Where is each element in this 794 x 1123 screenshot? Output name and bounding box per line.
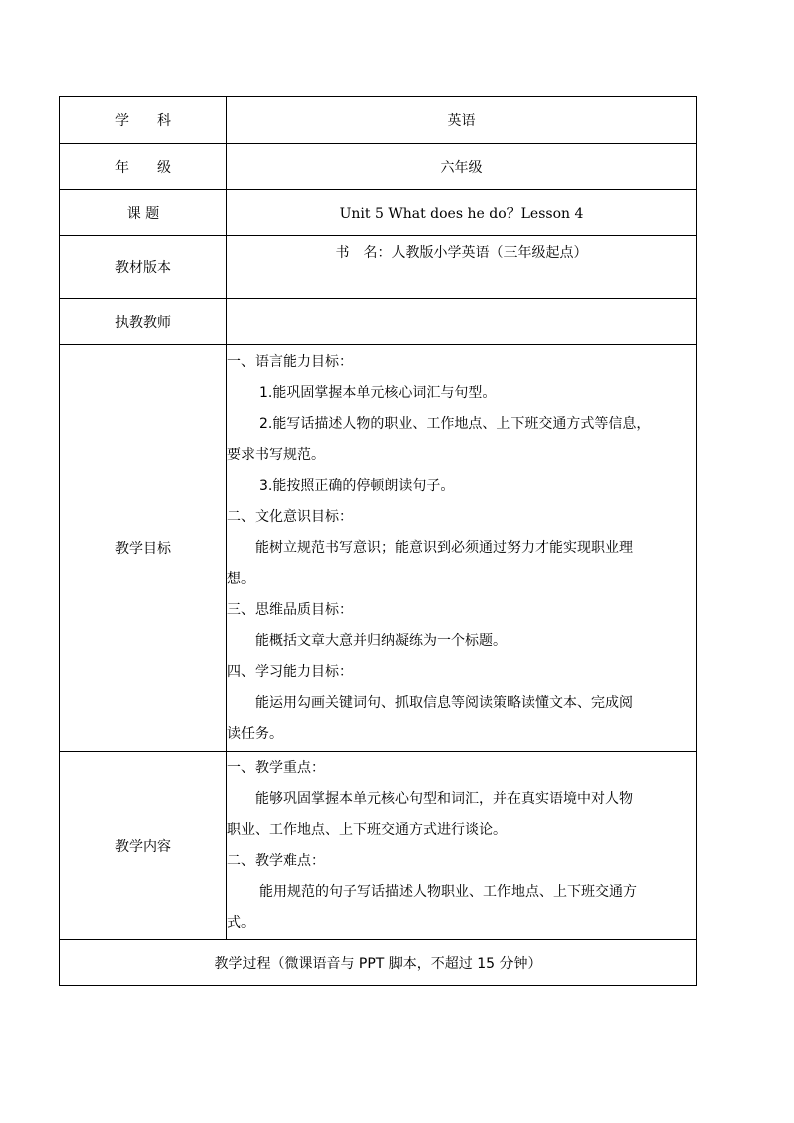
- row-content: [60, 752, 697, 940]
- row-textbook: [60, 236, 697, 299]
- subject-label: 学 科: [60, 97, 227, 144]
- grade-value: 六年级: [227, 144, 697, 190]
- content-line: 一、教学重点：: [227, 759, 325, 776]
- content-line: 职业、工作地点、上下班交通方式进行谈论。: [227, 821, 507, 838]
- textbook-label: 教材版本: [60, 236, 227, 299]
- textbook-value: 书 名：人教版小学英语（三年级起点）: [227, 236, 697, 299]
- content-line: 能用规范的句子写话描述人物职业、工作地点、上下班交通方: [259, 883, 637, 900]
- objectives-line: 1.能巩固掌握本单元核心词汇与句型。: [259, 384, 497, 401]
- row-objectives: [60, 345, 697, 752]
- lesson-plan-table: [59, 96, 697, 986]
- teacher-value: [227, 299, 697, 345]
- subject-value: 英语: [227, 97, 697, 144]
- content-line: 能够巩固掌握本单元核心句型和词汇，并在真实语境中对人物: [255, 790, 633, 807]
- objectives-line: 能运用勾画关键词句、抓取信息等阅读策略读懂文本、完成阅: [255, 694, 633, 711]
- objectives-label: 教学目标: [60, 345, 227, 752]
- row-grade: [60, 144, 697, 190]
- objectives-line: 一、语言能力目标：: [227, 353, 353, 370]
- process-heading: 教学过程（微课语音与 PPT 脚本，不超过 15 分钟）: [60, 940, 697, 986]
- objectives-line: 2.能写话描述人物的职业、工作地点、上下班交通方式等信息，: [259, 415, 651, 432]
- objectives-line: 能树立规范书写意识；能意识到必须通过努力才能实现职业理: [255, 539, 633, 556]
- objectives-line: 四、学习能力目标：: [227, 663, 353, 680]
- objectives-line: 能概括文章大意并归纳凝练为一个标题。: [255, 632, 507, 649]
- content-line: 式。: [227, 914, 255, 931]
- content-line: 二、教学难点：: [227, 852, 325, 869]
- objectives-line: 二、文化意识目标：: [227, 508, 353, 525]
- objectives-line: 3.能按照正确的停顿朗读句子。: [259, 477, 455, 494]
- topic-value: Unit 5 What does he do？Lesson 4: [227, 190, 697, 236]
- row-subject: [60, 97, 697, 144]
- topic-label: 课 题: [60, 190, 227, 236]
- objectives-line: 想。: [227, 570, 255, 587]
- row-topic: [60, 190, 697, 236]
- teacher-label: 执教教师: [60, 299, 227, 345]
- grade-label: 年 级: [60, 144, 227, 190]
- objectives-line: 读任务。: [227, 725, 283, 742]
- content-label: 教学内容: [60, 752, 227, 940]
- row-process: [60, 940, 697, 986]
- content-content: [227, 752, 697, 940]
- row-teacher: [60, 299, 697, 345]
- objectives-line: 要求书写规范。: [227, 446, 325, 463]
- objectives-line: 三、思维品质目标：: [227, 601, 353, 618]
- objectives-content: [227, 345, 697, 752]
